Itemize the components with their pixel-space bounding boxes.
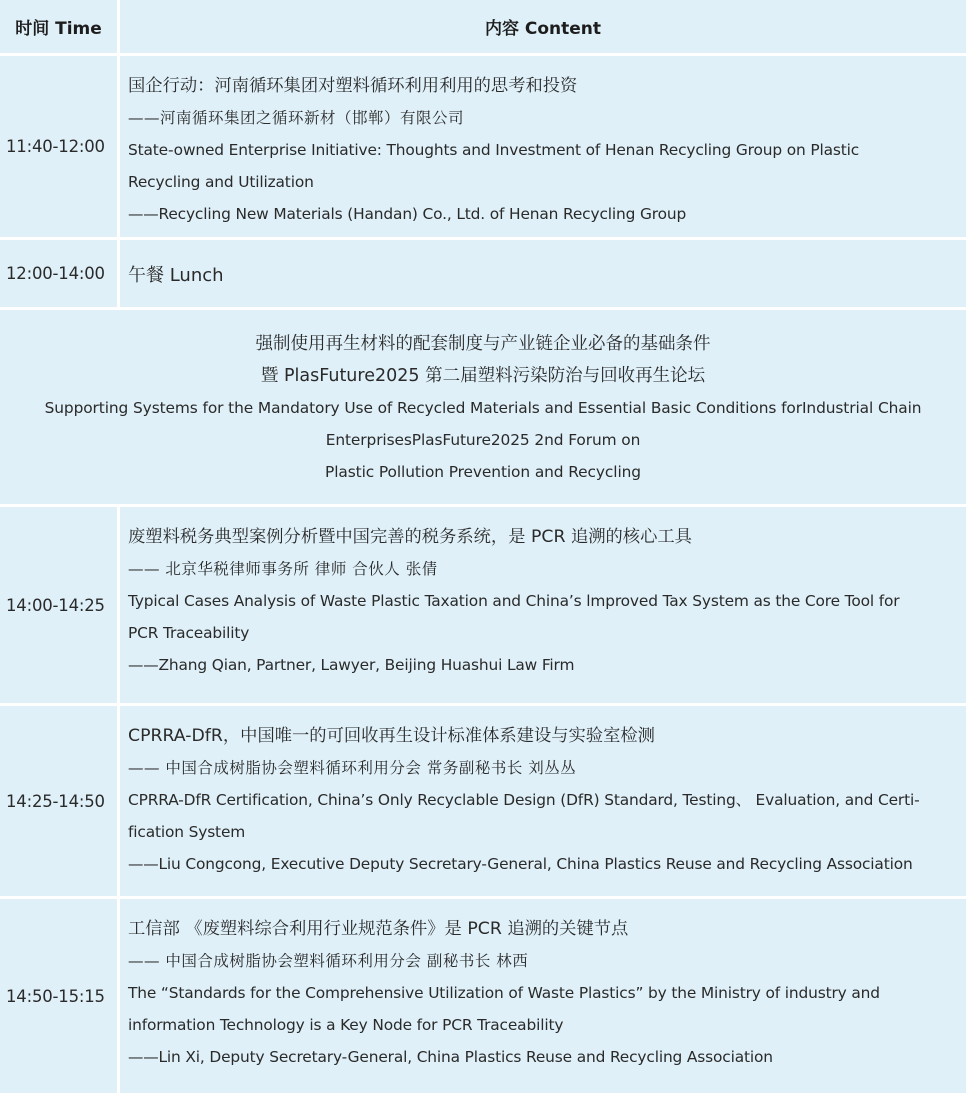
session-time: 14:50-15:15 — [0, 899, 117, 1093]
session-title-en-cont: PCR Traceability — [128, 624, 250, 642]
session-time: 14:25-14:50 — [0, 706, 117, 896]
session-title-en: The “Standards for the Comprehensive Utilization of Waste Plastics” by the Ministry of industry and — [128, 984, 880, 1002]
session-content — [120, 507, 966, 703]
session-speaker-zh: —— 中国合成树脂协会塑料循环利用分会 常务副秘书长 刘丛丛 — [128, 759, 577, 777]
session-title-zh: 工信部 《废塑料综合利用行业规范条件》是 PCR 追溯的关键节点 — [128, 919, 629, 939]
session-title-en-cont: fication System — [128, 823, 246, 841]
session-speaker-en: ——Lin Xi, Deputy Secretary-General, China Plastics Reuse and Recycling Association — [128, 1048, 773, 1066]
session-title-en: Typical Cases Analysis of Waste Plastic Taxation and China’s lmproved Tax System as the Core Tool for — [128, 592, 900, 610]
banner-title-en: Supporting Systems for the Mandatory Use of Recycled Materials and Essential Basic Conditions forIndustrial Chain — [44, 399, 922, 417]
session-title-en-cont: Recycling and Utilization — [128, 173, 314, 191]
session-title-en: CPRRA-DfR Certification, China’s Only Recyclable Design (DfR) Standard, Testing、 Evaluation, and Certi- — [128, 791, 920, 809]
forum-banner — [0, 310, 966, 504]
session-speaker-zh: ——河南循环集团之循环新材（邯郸）有限公司 — [128, 109, 465, 127]
session-speaker-en: ——Recycling New Materials (Handan) Co., Ltd. of Henan Recycling Group — [128, 205, 687, 223]
session-content — [120, 56, 966, 237]
header-time: 时间 Time — [0, 0, 117, 53]
session-title-en: State-owned Enterprise Initiative: Thoughts and Investment of Henan Recycling Group on Plastic — [128, 141, 860, 159]
session-title-en-cont: information Technology is a Key Node for PCR Traceability — [128, 1016, 564, 1034]
session-speaker-zh: —— 中国合成树脂协会塑料循环利用分会 副秘书长 林西 — [128, 952, 529, 970]
session-speaker-en: ——Zhang Qian, Partner, Lawyer, Beijing Huashui Law Firm — [128, 656, 575, 674]
session-content — [120, 706, 966, 896]
banner-title-zh: 强制使用再生材料的配套制度与产业链企业必备的基础条件 — [255, 334, 711, 354]
session-content — [120, 899, 966, 1093]
session-title-zh: 废塑料税务典型案例分析暨中国完善的税务系统，是 PCR 追溯的核心工具 — [128, 527, 692, 547]
session-time: 14:00-14:25 — [0, 507, 117, 703]
header-content: 内容 Content — [120, 0, 966, 53]
session-title-zh: CPRRA-DfR，中国唯一的可回收再生设计标准体系建设与实验室检测 — [128, 726, 655, 746]
session-time: 11:40-12:00 — [0, 56, 117, 237]
session-title-zh: 国企行动：河南循环集团对塑料循环利用利用的思考和投资 — [128, 76, 578, 96]
banner-title-en-end: Plastic Pollution Prevention and Recycling — [325, 463, 641, 481]
banner-title-en-cont: EnterprisesPlasFuture2025 2nd Forum on — [325, 431, 641, 449]
session-speaker-zh: —— 北京华税律师事务所 律师 合伙人 张倩 — [128, 560, 438, 578]
lunch-label: 午餐 Lunch — [120, 240, 966, 307]
banner-subtitle-zh: 暨 PlasFuture2025 第二届塑料污染防治与回收再生论坛 — [260, 366, 706, 386]
lunch-time: 12:00-14:00 — [0, 240, 117, 307]
session-speaker-en: ——Liu Congcong, Executive Deputy Secretary-General, China Plastics Reuse and Recycling Association — [128, 855, 913, 873]
